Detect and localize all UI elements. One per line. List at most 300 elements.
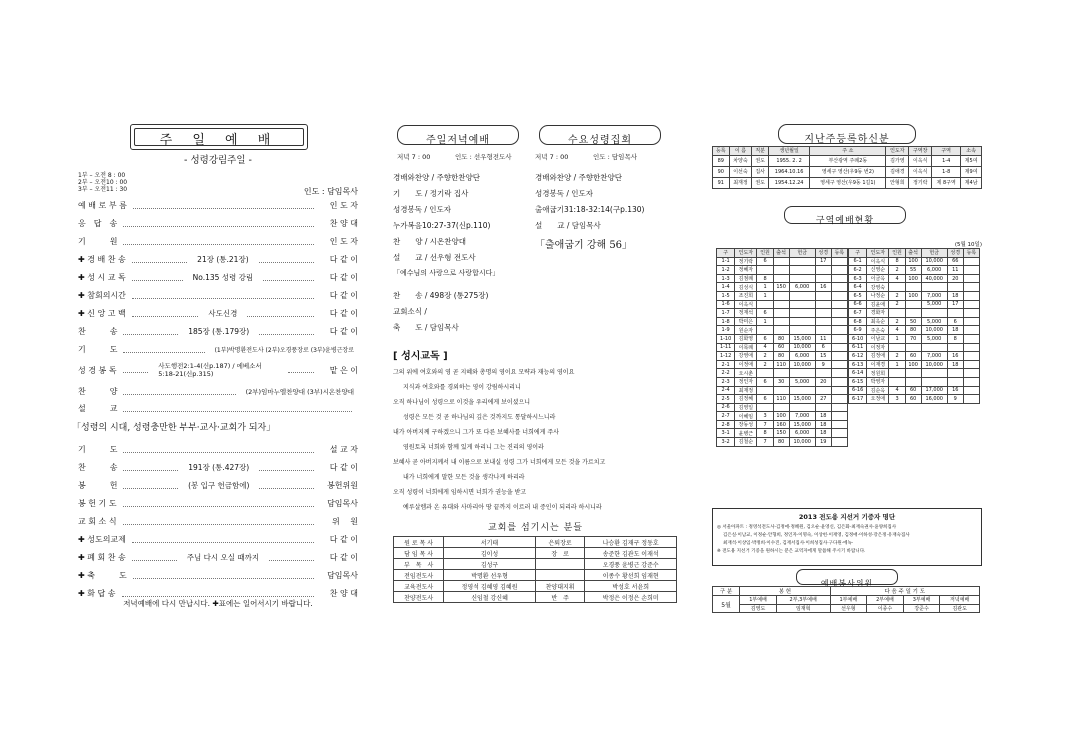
zone-cell: 40,000	[921, 274, 947, 283]
staff-cell: 박정은 이정은 손희미	[585, 592, 677, 603]
zone-cell: 2	[889, 291, 905, 300]
zone-header-cell: 성경	[947, 249, 963, 258]
zone-cell	[831, 377, 847, 386]
zone-cell	[789, 291, 815, 300]
zone-cell	[905, 283, 921, 292]
order-right: 담임목사	[327, 499, 358, 508]
newcomer-header-cell: 구역장	[909, 147, 932, 156]
newcomer-cell: 차양숙	[729, 155, 752, 166]
order-label: 기 도	[78, 445, 118, 454]
zone-cell: 3	[757, 412, 773, 421]
newcomer-cell: 1-8	[932, 166, 961, 177]
zone-cell	[773, 257, 789, 266]
zone-cell	[789, 403, 815, 412]
newcomer-cell: 1955. 2. 2	[768, 155, 809, 166]
order-mid: (봉 입구 헌금함에)	[188, 481, 250, 490]
order-mid: 주님 다시 오실 때까지	[186, 553, 260, 562]
zone-cell	[815, 403, 831, 412]
order-right: 위 원	[332, 517, 358, 526]
zone-cell: 11	[815, 334, 831, 343]
order-line	[78, 495, 358, 512]
zone-cell: 1-6	[717, 300, 735, 309]
zone-cell: 80	[773, 334, 789, 343]
zone-title-box	[784, 206, 906, 224]
zone-cell	[889, 369, 905, 378]
staff-row	[394, 537, 677, 548]
newcomer-cell: 89	[713, 155, 730, 166]
zone-cell	[757, 403, 773, 412]
zone-cell	[947, 343, 963, 352]
zone-cell: 19	[815, 438, 831, 447]
service-value-cell: 김관도	[940, 604, 980, 613]
zone-cell	[831, 386, 847, 395]
zone-cell	[963, 377, 979, 386]
zone-cell	[815, 291, 831, 300]
zone-header-cell: 헌금	[789, 249, 815, 258]
zone-cell: 16	[947, 386, 963, 395]
zone-cell: 정혜자	[735, 266, 757, 275]
zone-cell: 이금옥	[867, 274, 889, 283]
zone-cell: 15	[815, 352, 831, 361]
zone-cell: 50	[905, 317, 921, 326]
zone-cell	[963, 343, 979, 352]
service-committee-table	[712, 586, 980, 613]
zone-cell: 5,000	[921, 317, 947, 326]
order-label: ✚ 성도의교제	[78, 535, 126, 544]
zone-cell: 6,000	[789, 283, 815, 292]
evening-item: 설 교 / 선우형 전도사	[393, 253, 476, 262]
zone-cell: 60	[773, 343, 789, 352]
zone-cell	[963, 309, 979, 318]
right-panel	[712, 0, 984, 756]
zone-cell	[815, 274, 831, 283]
zone-title: 구역예배현황	[815, 216, 875, 226]
zone-cell: 2	[889, 266, 905, 275]
newcomer-cell: 안형희	[886, 177, 909, 188]
zone-cell	[831, 420, 847, 429]
zone-cell: 이남교	[867, 334, 889, 343]
zone-cell	[773, 309, 789, 318]
newcomer-header-cell: 등록	[713, 147, 730, 156]
antiphon-line: 보혜사 곧 아버지께서 내 이름으로 보내실 성령 그가 너희에게 모든 것을 가르치고	[393, 459, 606, 466]
zone-row	[849, 386, 980, 395]
zone-cell: 1-3	[717, 274, 735, 283]
zone-cell	[773, 317, 789, 326]
zone-row	[717, 420, 848, 429]
zone-table-left	[716, 248, 848, 447]
zone-cell	[789, 257, 815, 266]
order-label: 예 배 로 부 름	[78, 201, 127, 210]
wednesday-leader: 인도 : 담임목사	[593, 153, 637, 161]
zone-header-cell: 등록	[831, 249, 847, 258]
zone-cell	[831, 395, 847, 404]
zone-cell: 17,000	[921, 386, 947, 395]
zone-cell	[773, 266, 789, 275]
newcomer-cell: 90	[713, 166, 730, 177]
zone-cell: 장동성	[735, 420, 757, 429]
zone-cell: 강영애	[735, 352, 757, 361]
newcomer-cell: 권도	[752, 177, 769, 188]
zone-cell	[963, 257, 979, 266]
newcomer-cell: 부산광역 주례2동	[810, 155, 886, 166]
zone-row	[717, 438, 848, 447]
service-time: 2부 – 오전10 : 00	[78, 179, 128, 186]
newcomer-cell: 이옥식	[909, 166, 932, 177]
zone-cell: 20	[815, 377, 831, 386]
zone-cell	[963, 291, 979, 300]
newcomer-cell: 이옥식	[909, 155, 932, 166]
zone-cell	[905, 309, 921, 318]
zone-cell: 2	[889, 317, 905, 326]
order-right: 찬 양 대	[329, 589, 358, 598]
staff-cell: 찬양대지휘	[535, 581, 585, 592]
zone-cell: 16	[947, 352, 963, 361]
zone-cell: 정재석	[735, 309, 757, 318]
zone-cell	[831, 438, 847, 447]
zone-row	[849, 266, 980, 275]
order-of-worship	[78, 197, 358, 413]
zone-cell: 2	[889, 352, 905, 361]
newcomer-cell: 이선숙	[729, 166, 752, 177]
zone-row	[717, 343, 848, 352]
zone-left-body	[717, 257, 848, 446]
zone-cell	[831, 429, 847, 438]
evening-item: 누가복음10:27-37(신p.110)	[393, 221, 491, 230]
zone-cell: 2-2	[717, 369, 735, 378]
zone-cell	[947, 377, 963, 386]
zone-row	[717, 352, 848, 361]
zone-cell	[963, 360, 979, 369]
zone-cell	[815, 300, 831, 309]
zone-cell: 1-1	[717, 257, 735, 266]
order-label: 봉 헌	[78, 481, 118, 490]
zone-cell: 30	[773, 377, 789, 386]
zone-row	[849, 377, 980, 386]
zone-row	[849, 257, 980, 266]
service-times	[78, 172, 127, 193]
zone-row	[717, 283, 848, 292]
zone-cell	[905, 300, 921, 309]
newcomer-cell: 1-4	[932, 155, 961, 166]
zone-cell	[815, 309, 831, 318]
zone-cell	[963, 395, 979, 404]
zone-cell: 1-5	[717, 291, 735, 300]
notice-line: ※ 전도용 지선거 기증을 원하시는 분은 교역자에게 말씀해 주시기 바랍니다.	[717, 549, 866, 554]
staff-row	[394, 581, 677, 592]
zone-cell	[889, 377, 905, 386]
zone-row	[849, 274, 980, 283]
zone-cell: 6-4	[849, 283, 867, 292]
zone-cell	[815, 386, 831, 395]
zone-cell: 박영자	[867, 377, 889, 386]
zone-row	[717, 395, 848, 404]
zone-header-cell: 출석	[773, 249, 789, 258]
zone-cell	[905, 369, 921, 378]
zone-cell	[815, 317, 831, 326]
zone-cell: 주은숙	[867, 326, 889, 335]
sunday-service-panel	[72, 0, 359, 756]
zone-row	[717, 412, 848, 421]
zone-row	[849, 334, 980, 343]
zone-cell	[789, 326, 815, 335]
zone-cell	[831, 257, 847, 266]
zone-cell: 김순옥	[867, 386, 889, 395]
zone-cell	[773, 403, 789, 412]
zone-cell: 2-6	[717, 403, 735, 412]
zone-cell: 9	[815, 360, 831, 369]
zone-cell: 이옥식	[735, 300, 757, 309]
staff-cell: 부 목 사	[394, 559, 444, 570]
zone-cell	[831, 343, 847, 352]
order-line	[78, 269, 358, 286]
zone-cell: 70	[905, 334, 921, 343]
zone-cell	[757, 300, 773, 309]
zone-cell: 6,000	[789, 429, 815, 438]
zone-cell: 18	[815, 412, 831, 421]
order-line	[78, 233, 358, 250]
service-header-cell: 구 분	[713, 587, 740, 596]
order-right: 다 같 이	[329, 291, 358, 300]
zone-cell: 1-7	[717, 309, 735, 318]
zone-cell: 2-3	[717, 377, 735, 386]
zone-table-right	[848, 248, 980, 404]
zone-cell	[831, 360, 847, 369]
zone-row	[849, 352, 980, 361]
wednesday-service-title-box	[539, 125, 661, 145]
zone-cell	[889, 343, 905, 352]
zone-cell: 6-13	[849, 360, 867, 369]
service-leader: 인도 : 담임목사	[303, 187, 358, 196]
zone-cell: 1	[757, 317, 773, 326]
zone-cell: 이재경	[867, 360, 889, 369]
zone-cell: 6-14	[849, 369, 867, 378]
zone-header-row	[849, 249, 980, 258]
wednesday-item: 출애굽기31:18-32:14(구p.130)	[535, 205, 645, 214]
zone-row	[717, 266, 848, 275]
newcomer-cell: 최재정	[729, 177, 752, 188]
zone-cell: 최재정	[735, 386, 757, 395]
staff-cell: 오경풍 윤병근 강준수	[585, 559, 677, 570]
antiphon-title	[393, 347, 448, 362]
staff-cell: 김이성	[444, 548, 536, 559]
newcomer-header-cell: 직분	[752, 147, 769, 156]
antiphon-title-text: 성시교독	[401, 351, 440, 362]
antiphon-line: 오직 성령이 너희에게 임하시면 너희가 권능을 받고	[393, 489, 527, 496]
zone-cell: 150	[773, 429, 789, 438]
zone-cell	[889, 283, 905, 292]
zone-cell: 7	[757, 420, 773, 429]
zone-cell	[963, 334, 979, 343]
zone-date: (5월 10일)	[954, 242, 982, 248]
zone-cell	[815, 369, 831, 378]
zone-right-body	[849, 257, 980, 403]
zone-cell: 6-1	[849, 257, 867, 266]
service-sub-cell: 2부,3부예배	[776, 596, 830, 605]
service-value-cell: 이종수	[867, 604, 904, 613]
service-time: 3부 – 오전11 : 30	[78, 186, 128, 193]
zone-cell: 100	[773, 412, 789, 421]
zone-cell: 10,000	[921, 360, 947, 369]
zone-row	[717, 291, 848, 300]
service-sub-cell: 저녁예배	[940, 596, 980, 605]
zone-cell	[963, 266, 979, 275]
zone-cell: 10,000	[921, 257, 947, 266]
zone-header-cell: 구	[717, 249, 735, 258]
zone-cell: 18	[947, 291, 963, 300]
zone-cell: 80	[905, 326, 921, 335]
newcomer-table	[712, 146, 982, 189]
zone-cell: 6-9	[849, 326, 867, 335]
zone-cell: 18	[947, 360, 963, 369]
zone-cell: 11	[947, 266, 963, 275]
zone-cell: 6-17	[849, 395, 867, 404]
zone-cell	[921, 369, 947, 378]
evening-item: 경배와찬양 / 주향한찬양단	[393, 173, 480, 182]
zone-cell: 18	[815, 429, 831, 438]
zone-cell: 110	[773, 360, 789, 369]
zone-row	[717, 403, 848, 412]
zone-cell: 17	[815, 257, 831, 266]
zone-cell: 100	[905, 274, 921, 283]
zone-row	[849, 369, 980, 378]
order-label: 설 교	[78, 404, 118, 413]
zone-cell	[789, 266, 815, 275]
zone-cell	[905, 377, 921, 386]
zone-cell: 15,000	[789, 334, 815, 343]
zone-cell: 2-8	[717, 420, 735, 429]
zone-cell: 2-5	[717, 395, 735, 404]
zone-cell: 1	[757, 291, 773, 300]
zone-cell: 8	[757, 429, 773, 438]
order-label: 봉 헌 기 도	[78, 499, 117, 508]
zone-cell: 1-4	[717, 283, 735, 292]
zone-cell: 1	[757, 283, 773, 292]
order-right: 인 도 자	[329, 237, 358, 246]
zone-cell: 이목례	[735, 343, 757, 352]
newcomer-cell: 제4남	[961, 177, 982, 188]
antiphon-line: 영원토록 너희와 함께 있게 하리니 그는 진리의 영이라	[403, 444, 544, 451]
service-sub-cell: 1부예배	[830, 596, 867, 605]
order-mid: 사도신경	[208, 309, 238, 318]
notice-line: 최재석·이상임·박정희·이수진, 김재서집사·이희성집사·구다원·에녹·	[723, 541, 854, 546]
zone-row	[849, 343, 980, 352]
order-label: 찬 양	[78, 387, 118, 396]
order-right: 찬 양 대	[329, 219, 358, 228]
zone-cell: 110	[773, 395, 789, 404]
zone-cell	[921, 377, 947, 386]
newcomer-cell: 1964.10.16	[768, 166, 809, 177]
newcomer-cell: 1954.12.24	[768, 177, 809, 188]
zone-cell: 15,000	[789, 420, 815, 429]
zone-cell: 8	[889, 257, 905, 266]
newcomer-cell: 김가영	[886, 155, 909, 166]
staff-cell: 서기태	[444, 537, 536, 548]
order-line	[78, 359, 358, 381]
antiphon-line: 내가 너희에게 말한 모든 것을 생각나게 하리라	[403, 474, 525, 481]
zone-row	[717, 274, 848, 283]
order-right: 맡 은 이	[329, 365, 359, 375]
zone-cell: 김점례	[735, 274, 757, 283]
zone-cell: 6-2	[849, 266, 867, 275]
evening-item: 기 도 / 정기락 집사	[393, 189, 469, 198]
zone-header-cell: 인원	[889, 249, 905, 258]
service-committee-title: 예배봉사위원	[820, 579, 874, 588]
zone-cell: 1-10	[717, 334, 735, 343]
evening-item: 교회소식 /	[393, 307, 427, 316]
staff-cell: 전임전도사	[394, 570, 444, 581]
zone-cell: 정원희	[867, 369, 889, 378]
zone-cell: 오시춘	[735, 369, 757, 378]
zone-cell	[789, 300, 815, 309]
newcomer-header-row	[713, 147, 982, 156]
order-mid: No.135 성령 강림	[192, 273, 254, 282]
order-of-worship-continued	[78, 441, 358, 606]
order-line	[78, 513, 358, 530]
zone-cell: 9	[947, 395, 963, 404]
zone-cell: 6-5	[849, 291, 867, 300]
zone-cell	[773, 274, 789, 283]
staff-cell: 박명환 선우형	[444, 570, 536, 581]
service-header-row	[713, 587, 980, 596]
zone-row	[717, 369, 848, 378]
service-sub-cell: 3부예배	[903, 596, 940, 605]
staff-cell: 장 로	[535, 548, 585, 559]
zone-cell	[889, 309, 905, 318]
zone-cell: 7,000	[921, 291, 947, 300]
order-mid: (2부)임마누엘찬양대 (3부)시온찬양대	[245, 388, 354, 396]
zone-cell: 강영숙	[867, 283, 889, 292]
newcomer-title: 지난주등록하신분	[804, 134, 890, 145]
zone-cell: 10,000	[921, 326, 947, 335]
order-line	[78, 459, 358, 476]
zone-cell: 80	[773, 438, 789, 447]
zone-cell: 55	[905, 266, 921, 275]
order-line	[78, 400, 358, 417]
order-mid: 21장 (통.21장)	[197, 255, 249, 264]
newcomer-cell: 권도	[752, 155, 769, 166]
zone-cell: 6-12	[849, 352, 867, 361]
service-header-cell: 봉 헌	[740, 587, 830, 596]
zone-cell: 이정자	[867, 343, 889, 352]
zone-row	[717, 334, 848, 343]
order-right: 인 도 자	[329, 201, 358, 210]
zone-cell	[947, 369, 963, 378]
zone-cell	[831, 300, 847, 309]
order-label: ✚ 화 답 송	[78, 589, 116, 598]
zone-cell: 김영일	[735, 403, 757, 412]
zone-cell: 160	[773, 420, 789, 429]
staff-cell: 나승환 김재구 정동호	[585, 537, 677, 548]
zone-cell	[789, 386, 815, 395]
evening-service-title-box	[397, 125, 519, 145]
order-label: ✚ 성 시 교 독	[78, 273, 126, 282]
zone-cell	[963, 300, 979, 309]
zone-cell	[947, 309, 963, 318]
zone-cell: 17	[947, 300, 963, 309]
zone-cell: 6	[947, 317, 963, 326]
zone-cell	[963, 326, 979, 335]
staff-title: 교회를 섬기시는 분들	[488, 523, 583, 533]
zone-cell: 이옥식	[867, 257, 889, 266]
zone-row	[717, 386, 848, 395]
newcomer-cell: 집사	[752, 166, 769, 177]
zone-cell: 27	[815, 395, 831, 404]
order-mid: 사도행전2:1-4(신p.187) / 에베소서5:18-21(신p.315)	[158, 362, 262, 378]
middle-panel	[393, 0, 673, 756]
zone-cell: 2	[757, 352, 773, 361]
order-line	[78, 531, 358, 548]
zone-header-row	[717, 249, 848, 258]
